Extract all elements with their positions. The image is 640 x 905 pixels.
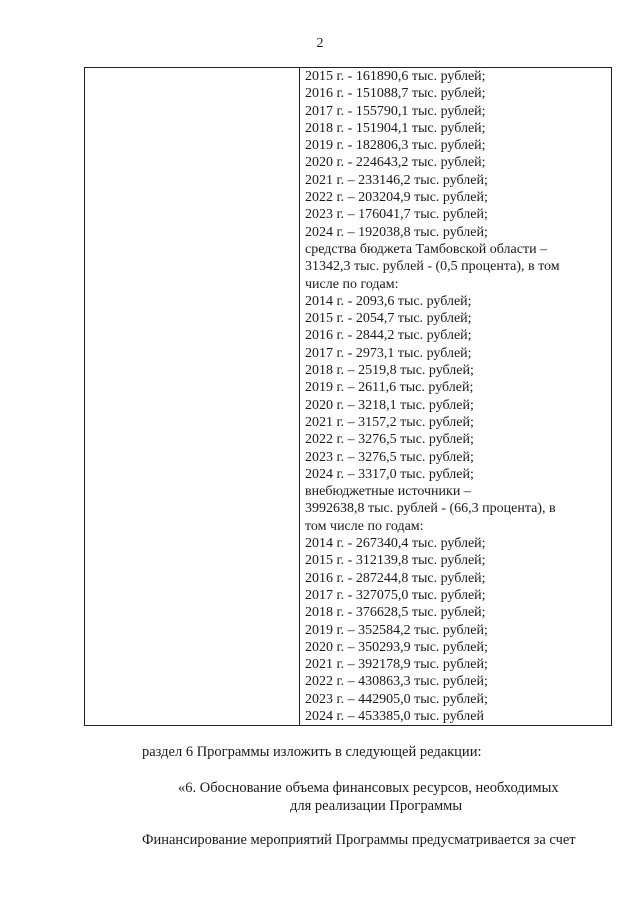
column-divider (299, 68, 300, 725)
section-instruction: раздел 6 Программы изложить в следующей редакции: (142, 744, 482, 760)
table-line: 2023 г. – 3276,5 тыс. рублей; (305, 449, 474, 465)
section-heading-line2: для реализации Программы (290, 798, 463, 814)
section-heading-line1: «6. Обоснование объема финансовых ресурсов, необходимых (178, 780, 559, 796)
table-line: 2022 г. – 430863,3 тыс. рублей; (305, 674, 488, 690)
table-line: внебюджетные источники – (305, 484, 471, 500)
table-line: 2014 г. - 267340,4 тыс. рублей; (305, 536, 486, 552)
table-line: 2021 г. – 392178,9 тыс. рублей; (305, 657, 488, 673)
table-line: 2020 г. – 350293,9 тыс. рублей; (305, 639, 488, 655)
table-line: 2021 г. – 233146,2 тыс. рублей; (305, 172, 488, 188)
table-line: 2019 г. - 182806,3 тыс. рублей; (305, 138, 486, 154)
table-line: 2022 г. – 3276,5 тыс. рублей; (305, 432, 474, 448)
table-line: 2019 г. – 2611,6 тыс. рублей; (305, 380, 474, 396)
table-line: 2021 г. – 3157,2 тыс. рублей; (305, 414, 474, 430)
table-line: числе по годам: (305, 276, 399, 292)
table-line: 2020 г. – 3218,1 тыс. рублей; (305, 397, 474, 413)
paragraph-start: Финансирование мероприятий Программы предусматривается за счет (142, 832, 576, 848)
table-line: 2022 г. – 203204,9 тыс. рублей; (305, 190, 488, 206)
table-line: 2016 г. - 2844,2 тыс. рублей; (305, 328, 472, 344)
table-line: 2015 г. - 2054,7 тыс. рублей; (305, 311, 472, 327)
table-line: 2017 г. - 2973,1 тыс. рублей; (305, 345, 472, 361)
table-line: 2023 г. – 176041,7 тыс. рублей; (305, 207, 488, 223)
page-number: 2 (316, 36, 324, 51)
table-line: 2015 г. - 161890,6 тыс. рублей; (305, 69, 486, 84)
table-line: 3992638,8 тыс. рублей - (66,3 процента), в (305, 501, 556, 517)
table-line: 2018 г. - 376628,5 тыс. рублей; (305, 605, 486, 621)
table-line: 2018 г. - 151904,1 тыс. рублей; (305, 120, 486, 136)
table-line: 2016 г. - 287244,8 тыс. рублей; (305, 570, 486, 586)
table-line: 2019 г. – 352584,2 тыс. рублей; (305, 622, 488, 638)
table-line: 2024 г. – 453385,0 тыс. рублей (305, 708, 484, 724)
table-right-cell (305, 68, 605, 725)
table-line: 2024 г. – 3317,0 тыс. рублей; (305, 466, 474, 482)
table-line: 2017 г. - 155790,1 тыс. рублей; (305, 103, 486, 119)
table-line: 2015 г. - 312139,8 тыс. рублей; (305, 553, 486, 569)
financing-table (84, 67, 612, 726)
table-line: 2024 г. – 192038,8 тыс. рублей; (305, 224, 488, 240)
table-line: 2016 г. - 151088,7 тыс. рублей; (305, 86, 486, 102)
table-line: 31342,3 тыс. рублей - (0,5 процента), в том (305, 259, 560, 275)
table-line: 2018 г. – 2519,8 тыс. рублей; (305, 363, 474, 379)
table-line: 2017 г. - 327075,0 тыс. рублей; (305, 587, 486, 603)
table-line: средства бюджета Тамбовской области – (305, 241, 548, 257)
table-line: 2020 г. - 224643,2 тыс. рублей; (305, 155, 486, 171)
table-line: 2014 г. - 2093,6 тыс. рублей; (305, 293, 472, 309)
table-line: 2023 г. – 442905,0 тыс. рублей; (305, 691, 488, 707)
table-line: том числе по годам: (305, 518, 424, 534)
